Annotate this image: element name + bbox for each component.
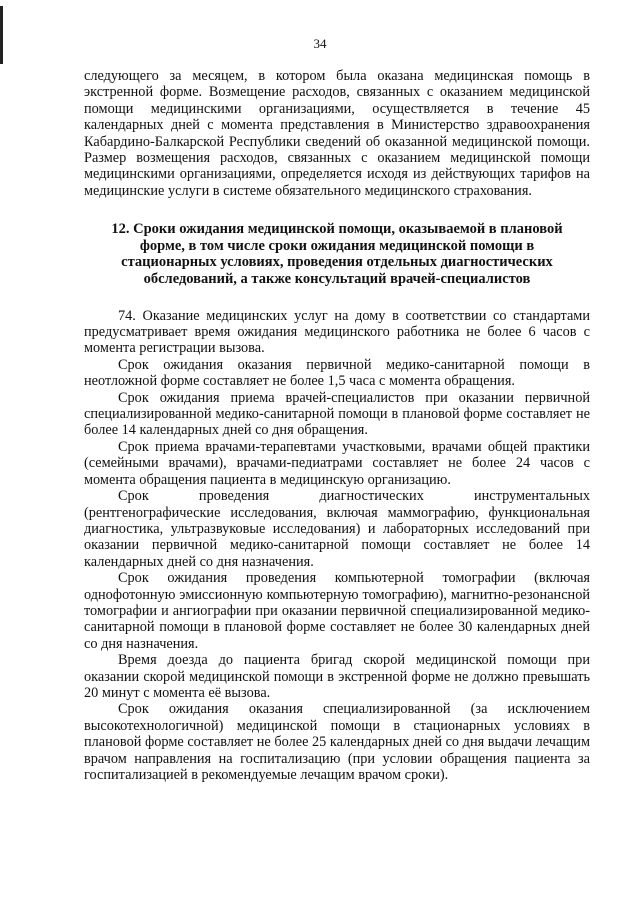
paragraph-specialist-wait: Срок ожидания приема врачей-специалистов при оказании первичной специализированной медико-санитарной помощи в плановой форме составляет не более 14 календарных дней со дня обращения.: [84, 389, 590, 439]
paragraph-tomography-wait: Срок ожидания проведения компьютерной томографии (включая однофотонную эмиссионную компьютерную томографию), магнитно-резонансной томографии и ангиографии при оказании первичной специализированной медико-санитарной помощи в плановой форме составляет не более 30 календарных дней со дня назначения.: [84, 570, 590, 652]
section-heading: 12. Сроки ожидания медицинской помощи, оказываемой в плановой форме, в том числе сроки ожидания медицинской помощи в стационарных условиях, проведения отдельных диагностических обследований, а также консультаций врачей-специалистов: [111, 221, 563, 288]
page-number: 34: [313, 36, 327, 51]
paragraph-hospital-wait: Срок ожидания оказания специализированной (за исключением высокотехнологичной) медицинской помощи в стационарных условиях в плановой форме составляет не более 25 календарных дней со дня выдачи лечащим врачом направления на госпитализацию (при условии обращения пациента за госпитализацией в рекомендуемые лечащим врачом сроки).: [84, 701, 590, 783]
paragraph-therapist-wait: Срок приема врачами-терапевтами участковыми, врачами общей практики (семейными врачами), врачами-педиатрами составляет не более 24 часов с момента обращения пациента в медицинскую организацию.: [84, 438, 590, 488]
document-body: [84, 68, 590, 783]
paragraph-ambulance-time: Время доезда до пациента бригад скорой медицинской помощи при оказании скорой медицинской помощи в экстренной форме не должно превышать 20 минут с момента её вызова.: [84, 652, 590, 701]
paragraph-emergency-care: Срок ожидания оказания первичной медико-санитарной помощи в неотложной форме составляет не более 1,5 часа с момента обращения.: [84, 356, 590, 390]
paragraph-diagnostics-wait: Срок проведения диагностических инструментальных (рентгенографические исследования, включая маммографию, функциональная диагностика, ультразвуковые исследования) и лабораторных исследований при оказании первичной медико-санитарной помощи составляет не более 14 календарных дней со дня назначения.: [84, 488, 590, 570]
paragraph-intro: следующего за месяцем, в котором была оказана медицинская помощь в экстренной форме. Возмещение расходов, связанных с оказанием медицинской помощи медицинскими организациями, осуществляется в течение 45 календарных дней с момента представления в Министерство здравоохранения Кабардино-Балкарской Республики сведений об оказанной медицинской помощи. Размер возмещения расходов, связанных с оказанием медицинской помощи медицинскими организациями, определяется исходя из действующих тарифов на медицинские услуги в системе обязательного медицинского страхования.: [84, 68, 590, 199]
paragraph-74: 74. Оказание медицинских услуг на дому в соответствии со стандартами предусматривает время ожидания медицинского работника не более 6 часов с момента регистрации вызова.: [84, 307, 590, 357]
scan-edge-mark: [0, 6, 3, 64]
